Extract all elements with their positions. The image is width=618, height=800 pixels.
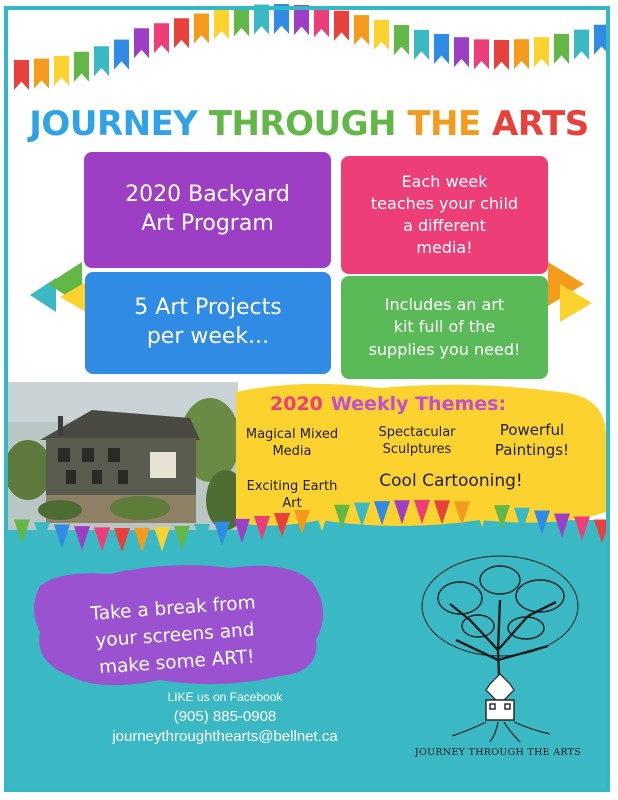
theme-line: Exciting Earth xyxy=(246,479,338,494)
kit-line-3: supplies you need! xyxy=(368,339,521,359)
theme-line: Media xyxy=(272,443,312,459)
program-line-1: 2020 Backyard xyxy=(125,182,290,208)
title-word-journey: JOURNEY xyxy=(29,104,198,144)
theme-line: Powerful xyxy=(499,421,565,439)
theme-line: Spectacular xyxy=(378,425,456,440)
email-address[interactable]: journeythroughthearts@bellnet.ca xyxy=(112,728,338,745)
logo-text: JOURNEY THROUGH THE ARTS xyxy=(414,747,582,758)
kit-line-2: kit full of the xyxy=(393,317,496,337)
theme-line: Paintings! xyxy=(494,440,570,459)
weekly-line-2: teaches your child xyxy=(370,193,519,213)
themes-label: Weekly Themes: xyxy=(330,393,507,415)
theme-line: Cool Cartooning! xyxy=(379,471,523,491)
projects-line-1: 5 Art Projects xyxy=(134,295,282,321)
tagline-line-2: your screens and xyxy=(94,619,256,652)
tree-icon xyxy=(422,556,578,742)
phone-number[interactable]: (905) 885-0908 xyxy=(173,708,277,725)
theme-line: Art xyxy=(282,495,302,511)
title-word-arts: ARTS xyxy=(492,104,589,144)
theme-line: Sculptures xyxy=(382,441,452,457)
weekly-line-4: media! xyxy=(416,238,473,258)
title-word-through: THROUGH xyxy=(208,104,396,144)
program-line-2: Art Program xyxy=(141,211,274,236)
themes-year: 2020 xyxy=(270,393,323,415)
title-word-the: THE xyxy=(407,104,481,144)
tagline-line-3: make some ART! xyxy=(98,646,256,678)
theme-line: Magical Mixed xyxy=(245,427,339,442)
facebook-link[interactable]: LIKE us on Facebook xyxy=(167,690,283,704)
projects-line-2: per week... xyxy=(146,324,270,349)
weekly-line-3: a different xyxy=(403,216,486,235)
tagline-line-1: Take a break from xyxy=(89,592,257,625)
kit-line-1: Includes an art xyxy=(384,295,505,315)
weekly-line-1: Each week xyxy=(401,171,488,191)
